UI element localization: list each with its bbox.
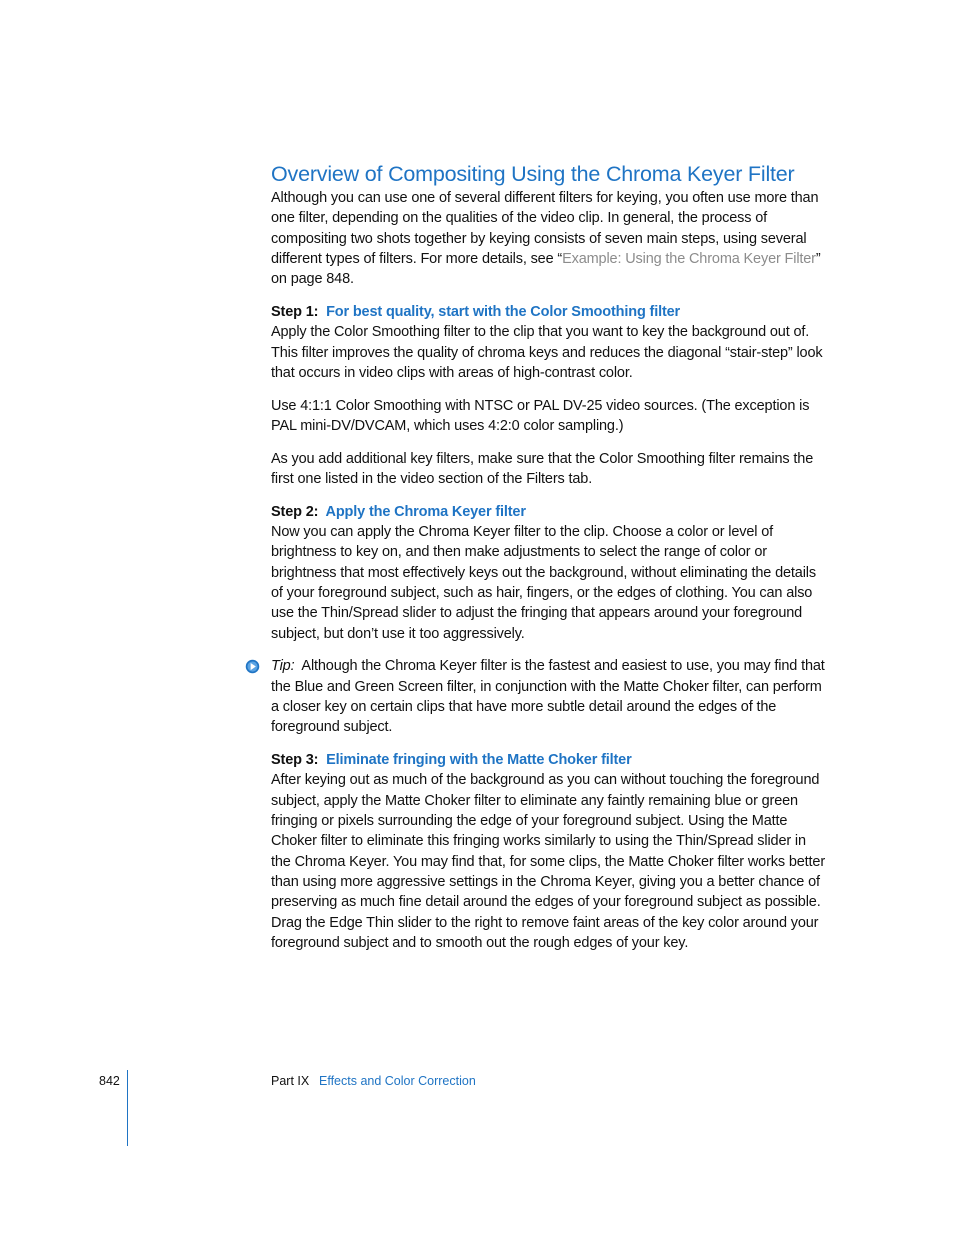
part-title: Effects and Color Correction bbox=[319, 1074, 476, 1088]
step-2-title: Apply the Chroma Keyer filter bbox=[325, 503, 526, 520]
section-heading: Overview of Compositing Using the Chroma Keyer Filter bbox=[271, 162, 795, 186]
step-3-label: Step 3: bbox=[271, 752, 319, 769]
step-2-paragraph: Now you can apply the Chroma Keyer filter to the clip. Choose a color or level of brightness to key on, and then make adjustments to select the range of color or brightness that most effectively keys out the background, without eliminating the details of your foreground subject, such as hair, fingers, or the edges of clothing. You can also use the Thin/Spread slider to adjust the fringing that appears around your foreground subject, but don’t use it too aggressively. bbox=[271, 524, 816, 642]
step-3-paragraph: After keying out as much of the background as you can without touching the foreground subject, apply the Matte Choker filter to eliminate any faintly remaining blue or green fringing or pixels surrounding the edge of your foreground subject. Using the Matte Choker filter to eliminate this fringing works similarly to using the Thin/Spread slider in the Chroma Keyer. You may find that, for some clips, the Matte Choker filter works better than using more aggressive settings in the Chroma Keyer, giving you a better chance of preserving as much fine detail around the edges of your foreground subject as possible. Drag the Edge Thin slider to the right to remove faint areas of the key color around your foreground subject and to smooth out the rough edges of your key. bbox=[271, 772, 826, 951]
step-1-label: Step 1: bbox=[271, 303, 319, 320]
page-number: 842 bbox=[99, 1074, 120, 1088]
intro-paragraph bbox=[271, 188, 827, 289]
intro-text-before: Although you can use one of several different filters for keying, you often use more than one filter, depending on the qualities of the video clip. In general, the process of compositing two shots together by keying consists of seven main steps, using several different types of filters. For more details, see “ bbox=[271, 190, 819, 267]
step-1-paragraph-2: Use 4:1:1 Color Smoothing with NTSC or PAL DV-25 video sources. (The exception is PAL mini-DV/DVCAM, which uses 4:2:0 color sampling.) bbox=[271, 397, 810, 434]
step-1-paragraph-1: Apply the Color Smoothing filter to the clip that you want to key the background out of. This filter improves the quality of chroma keys and reduces the diagonal “stair-step” look that occurs in video clips with areas of high-contrast color. bbox=[271, 324, 823, 381]
tip-text: Although the Chroma Keyer filter is the fastest and easiest to use, you may find that the Blue and Green Screen filter, in conjunction with the Matte Choker filter, can perform a closer key on certain clips that have more subtle detail around the edges of the foreground subject. bbox=[271, 658, 825, 736]
step-2-heading bbox=[271, 502, 827, 522]
tip-arrow-icon bbox=[245, 659, 260, 674]
intro-text-after: ” on page 848. bbox=[271, 250, 821, 288]
cross-reference-link[interactable]: Example: Using the Chroma Keyer Filter bbox=[562, 250, 816, 267]
page-footer bbox=[0, 1070, 954, 1150]
step-3-title: Eliminate fringing with the Matte Choker filter bbox=[326, 752, 632, 769]
part-label: Part IX bbox=[271, 1074, 310, 1088]
step-2-label: Step 2: bbox=[271, 503, 319, 520]
step-1-paragraph-3: As you add additional key filters, make sure that the Color Smoothing filter remains the first one listed in the video section of the Filters tab. bbox=[271, 450, 814, 488]
tip-paragraph bbox=[271, 656, 827, 737]
tip-label: Tip: bbox=[271, 658, 295, 675]
step-3-heading bbox=[271, 750, 827, 770]
step-1-title: For best quality, start with the Color Smoothing filter bbox=[326, 303, 681, 320]
page-content bbox=[271, 160, 827, 953]
step-1-heading bbox=[271, 302, 827, 322]
footer-divider bbox=[127, 1070, 128, 1146]
